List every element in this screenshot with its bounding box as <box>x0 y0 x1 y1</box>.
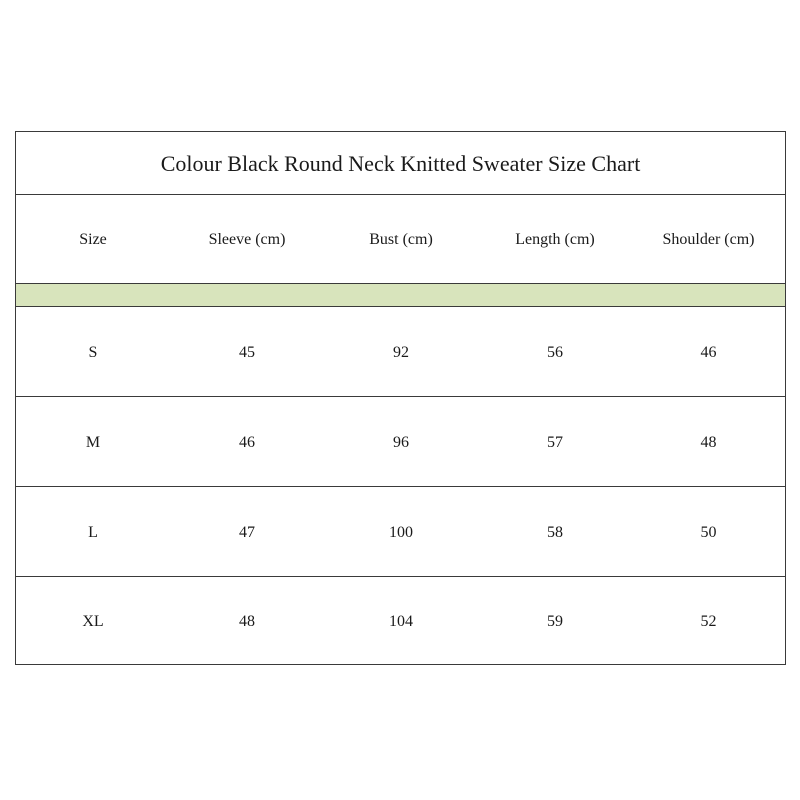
cell-length: 58 <box>547 523 563 541</box>
table-row <box>16 397 785 487</box>
cell-shoulder: 50 <box>700 523 717 541</box>
header-sleeve: Sleeve (cm) <box>208 231 286 248</box>
size-chart-table <box>15 131 786 665</box>
cell-sleeve: 46 <box>239 433 255 451</box>
chart-title: Colour Black Round Neck Knitted Sweater Size Chart <box>16 132 785 195</box>
cell-size: S <box>88 343 98 361</box>
cell-sleeve: 47 <box>239 523 255 541</box>
cell-bust: 104 <box>389 613 413 630</box>
header-shoulder: Shoulder (cm) <box>662 231 755 248</box>
cell-bust: 100 <box>389 523 413 541</box>
cell-size: XL <box>82 613 104 630</box>
table-row <box>16 307 785 397</box>
table-row <box>16 577 785 665</box>
table-row <box>16 487 785 577</box>
header-row <box>16 195 785 284</box>
cell-size: L <box>88 523 98 541</box>
header-size: Size <box>79 231 107 248</box>
cell-length: 56 <box>547 343 563 361</box>
cell-sleeve: 48 <box>239 613 255 630</box>
cell-shoulder: 48 <box>700 433 717 451</box>
header-bust: Bust (cm) <box>369 231 433 248</box>
cell-sleeve: 45 <box>239 343 255 361</box>
cell-shoulder: 46 <box>700 343 717 361</box>
cell-bust: 92 <box>393 343 409 361</box>
cell-bust: 96 <box>393 433 409 451</box>
cell-shoulder: 52 <box>700 613 717 630</box>
cell-length: 57 <box>547 433 563 451</box>
header-length: Length (cm) <box>515 231 595 248</box>
cell-size: M <box>85 433 101 451</box>
cell-length: 59 <box>547 613 563 630</box>
highlight-divider-row <box>16 284 785 307</box>
